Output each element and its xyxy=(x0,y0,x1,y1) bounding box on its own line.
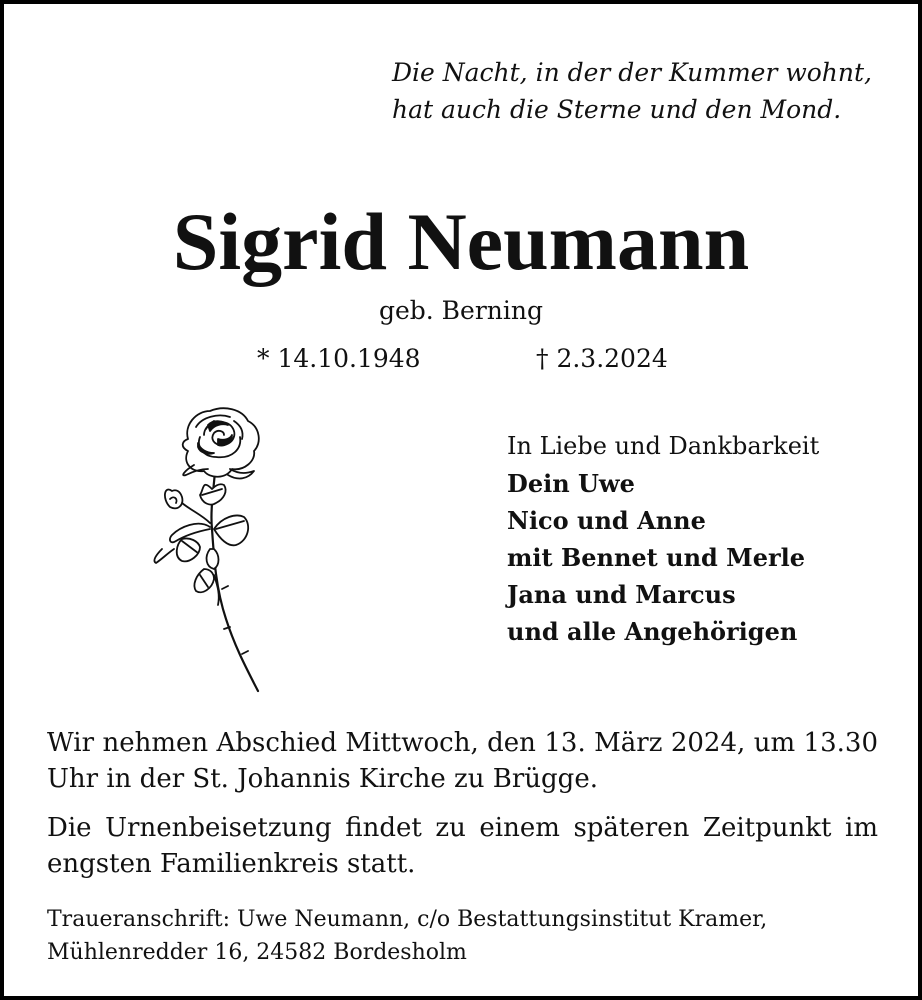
motto-quote xyxy=(392,54,872,128)
mourner-name: Jana und Marcus xyxy=(507,580,736,609)
address-line-2: Mühlenredder 16, 24582 Bordesholm xyxy=(47,940,467,965)
birth-date: * 14.10.1948 xyxy=(257,344,421,373)
death-date: † 2.3.2024 xyxy=(536,344,668,373)
motto-line-2: hat auch die Sterne und den Mond. xyxy=(391,95,842,124)
address-line-1: Traueranschrift: Uwe Neumann, c/o Bestattungsinstitut Kramer, xyxy=(47,907,768,932)
rose-icon xyxy=(144,399,274,699)
mourner-name: und alle Angehörigen xyxy=(507,617,798,646)
mourners-intro: In Liebe und Dankbarkeit xyxy=(507,432,820,460)
mourner-name: Dein Uwe xyxy=(507,469,635,498)
maiden-name xyxy=(4,294,918,328)
mourner-name: mit Bennet und Merle xyxy=(507,543,806,572)
mourning-address xyxy=(47,903,878,969)
maiden-name-text: geb. Berning xyxy=(378,296,543,325)
deceased-name: Sigrid Neumann xyxy=(172,196,750,287)
urn-burial-paragraph: Die Urnenbeisetzung findet zu einem späteren Zeitpunkt im engsten Familienkreis statt. xyxy=(47,813,878,879)
motto-line-1: Die Nacht, in der der Kummer wohnt, xyxy=(391,58,872,87)
mourner-name: Nico und Anne xyxy=(507,506,706,535)
farewell-paragraph: Wir nehmen Abschied Mittwoch, den 13. März 2024, um 13.30 Uhr in der St. Johannis Kirche zu Brügge. xyxy=(47,728,878,794)
mourners-block xyxy=(507,428,819,650)
